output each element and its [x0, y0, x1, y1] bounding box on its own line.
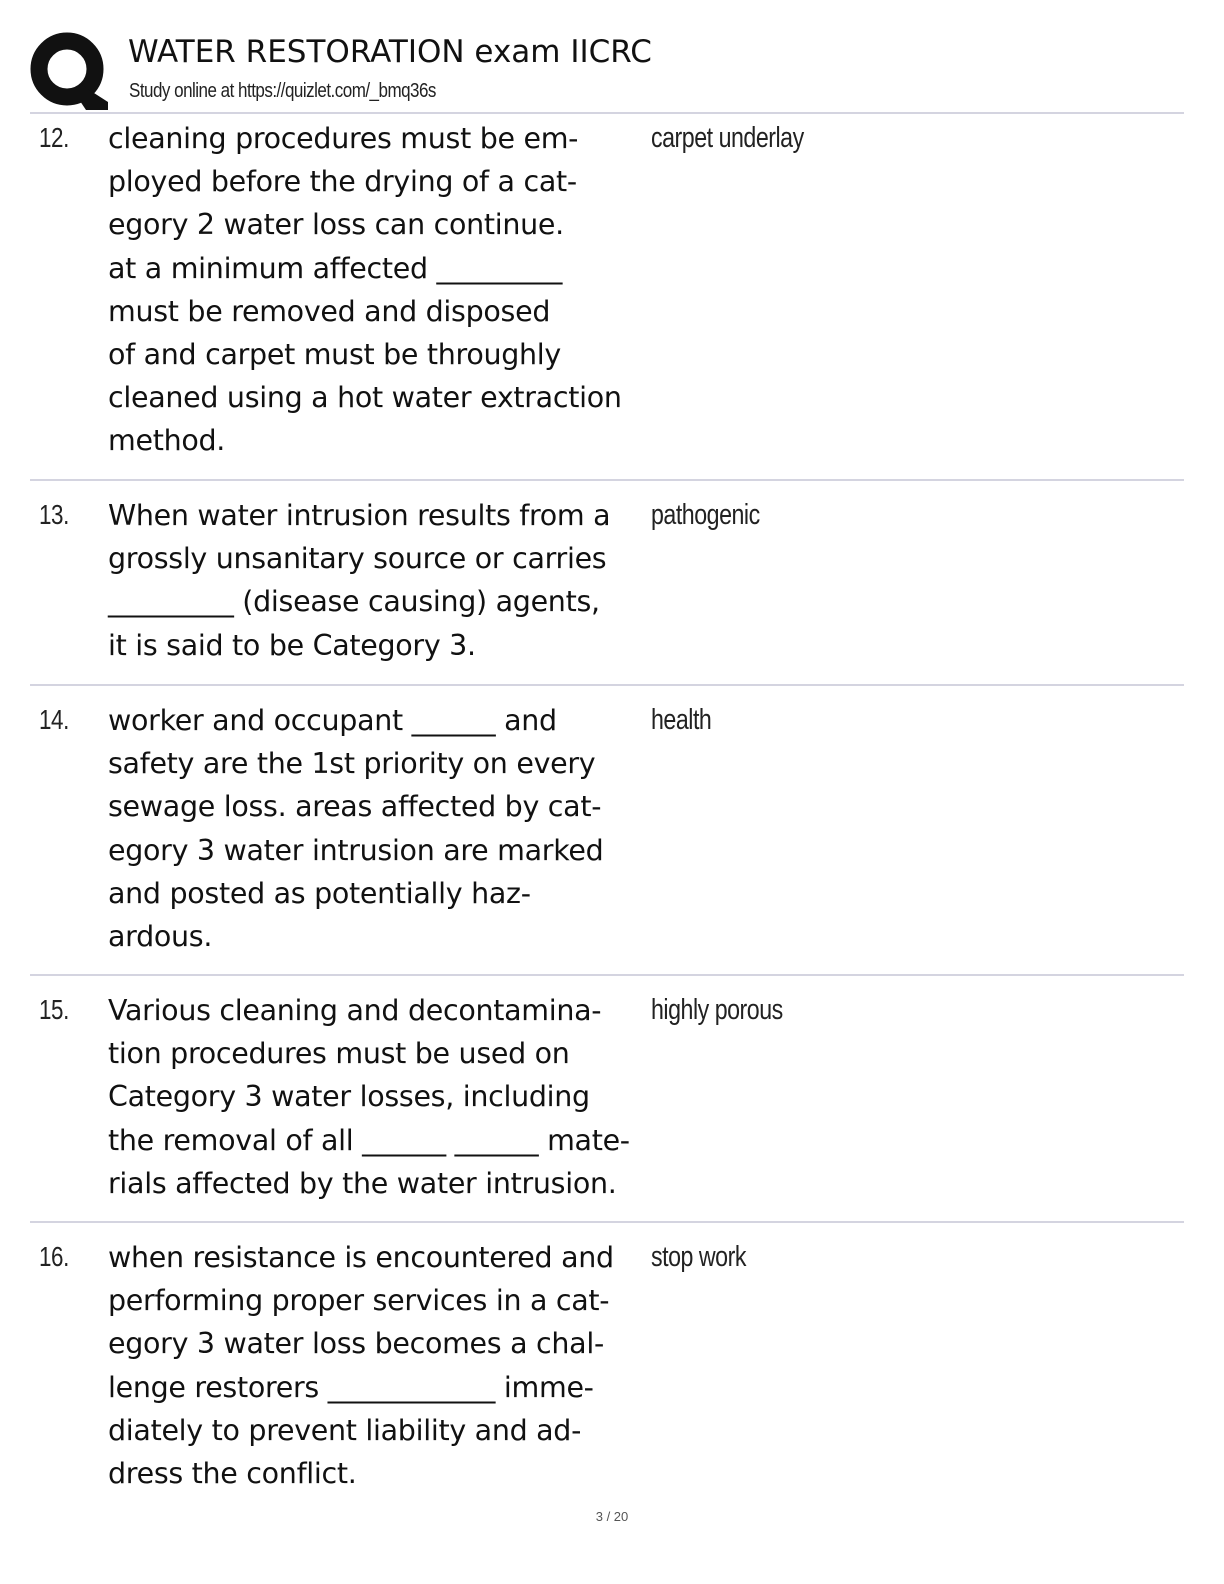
question-line: egory 3 water intrusion are marked	[108, 833, 604, 867]
question-line: diately to prevent liability and ad-	[108, 1413, 582, 1447]
flashcard	[30, 481, 1184, 686]
question-line: tion procedures must be used on	[108, 1037, 570, 1071]
question-line: sewage loss. areas affected by cat-	[108, 790, 602, 824]
card-answer: carpet underlay	[651, 122, 804, 154]
question-line: it is said to be Category 3.	[108, 628, 476, 662]
quizlet-logo-icon	[30, 32, 108, 110]
flashcard-list	[30, 114, 1184, 1503]
question-line: the removal of all ______ ______ mate-	[108, 1123, 630, 1157]
card-answer: pathogenic	[651, 499, 760, 531]
flashcard	[30, 686, 1184, 976]
question-line: cleaning procedures must be em-	[108, 122, 579, 155]
study-link[interactable]: Study online at https://quizlet.com/_bmq36s	[129, 80, 436, 102]
question-line: performing proper services in a cat-	[108, 1284, 610, 1318]
question-line: egory 3 water loss becomes a chal-	[108, 1327, 604, 1361]
question-line: safety are the 1st priority on every	[108, 747, 596, 781]
card-question	[108, 494, 653, 667]
question-line: _________ (disease causing) agents,	[108, 585, 600, 619]
card-question	[108, 1236, 653, 1495]
card-number: 15.	[39, 994, 69, 1025]
card-number: 13.	[39, 499, 69, 530]
card-question	[108, 699, 653, 958]
page-header	[30, 28, 1184, 114]
question-line: at a minimum affected _________	[108, 251, 563, 285]
question-line: Various cleaning and decontamina-	[108, 994, 602, 1027]
card-number: 14.	[39, 704, 69, 735]
page-title: WATER RESTORATION exam IICRC	[128, 34, 652, 70]
flashcard	[30, 1223, 1184, 1503]
question-line: of and carpet must be throughly	[108, 338, 561, 372]
card-answer: health	[651, 704, 712, 736]
question-line: lenge restorers ____________ imme-	[108, 1370, 594, 1404]
question-line: cleaned using a hot water extraction	[108, 381, 622, 415]
page-number: 3 / 20	[595, 1509, 629, 1524]
question-line: ployed before the drying of a cat-	[108, 165, 577, 199]
flashcard	[30, 976, 1184, 1223]
question-line: when resistance is encountered and	[108, 1241, 614, 1274]
question-line: egory 2 water loss can continue.	[108, 208, 564, 242]
card-number: 12.	[39, 122, 69, 153]
question-line: method.	[108, 424, 226, 458]
card-answer: highly porous	[651, 994, 783, 1026]
card-question	[108, 117, 653, 463]
question-line: worker and occupant ______ and	[108, 704, 557, 737]
card-number: 16.	[39, 1241, 69, 1272]
flashcard	[30, 114, 1184, 481]
question-line: Category 3 water losses, including	[108, 1080, 590, 1114]
question-line: and posted as potentially haz-	[108, 876, 531, 910]
question-line: rials affected by the water intrusion.	[108, 1166, 617, 1200]
question-line: When water intrusion results from a	[108, 499, 611, 532]
question-line: dress the conflict.	[108, 1457, 357, 1491]
card-question	[108, 989, 653, 1205]
question-line: grossly unsanitary source or carries	[108, 542, 607, 576]
question-line: must be removed and disposed	[108, 294, 551, 328]
card-answer: stop work	[651, 1241, 746, 1273]
question-line: ardous.	[108, 920, 213, 954]
